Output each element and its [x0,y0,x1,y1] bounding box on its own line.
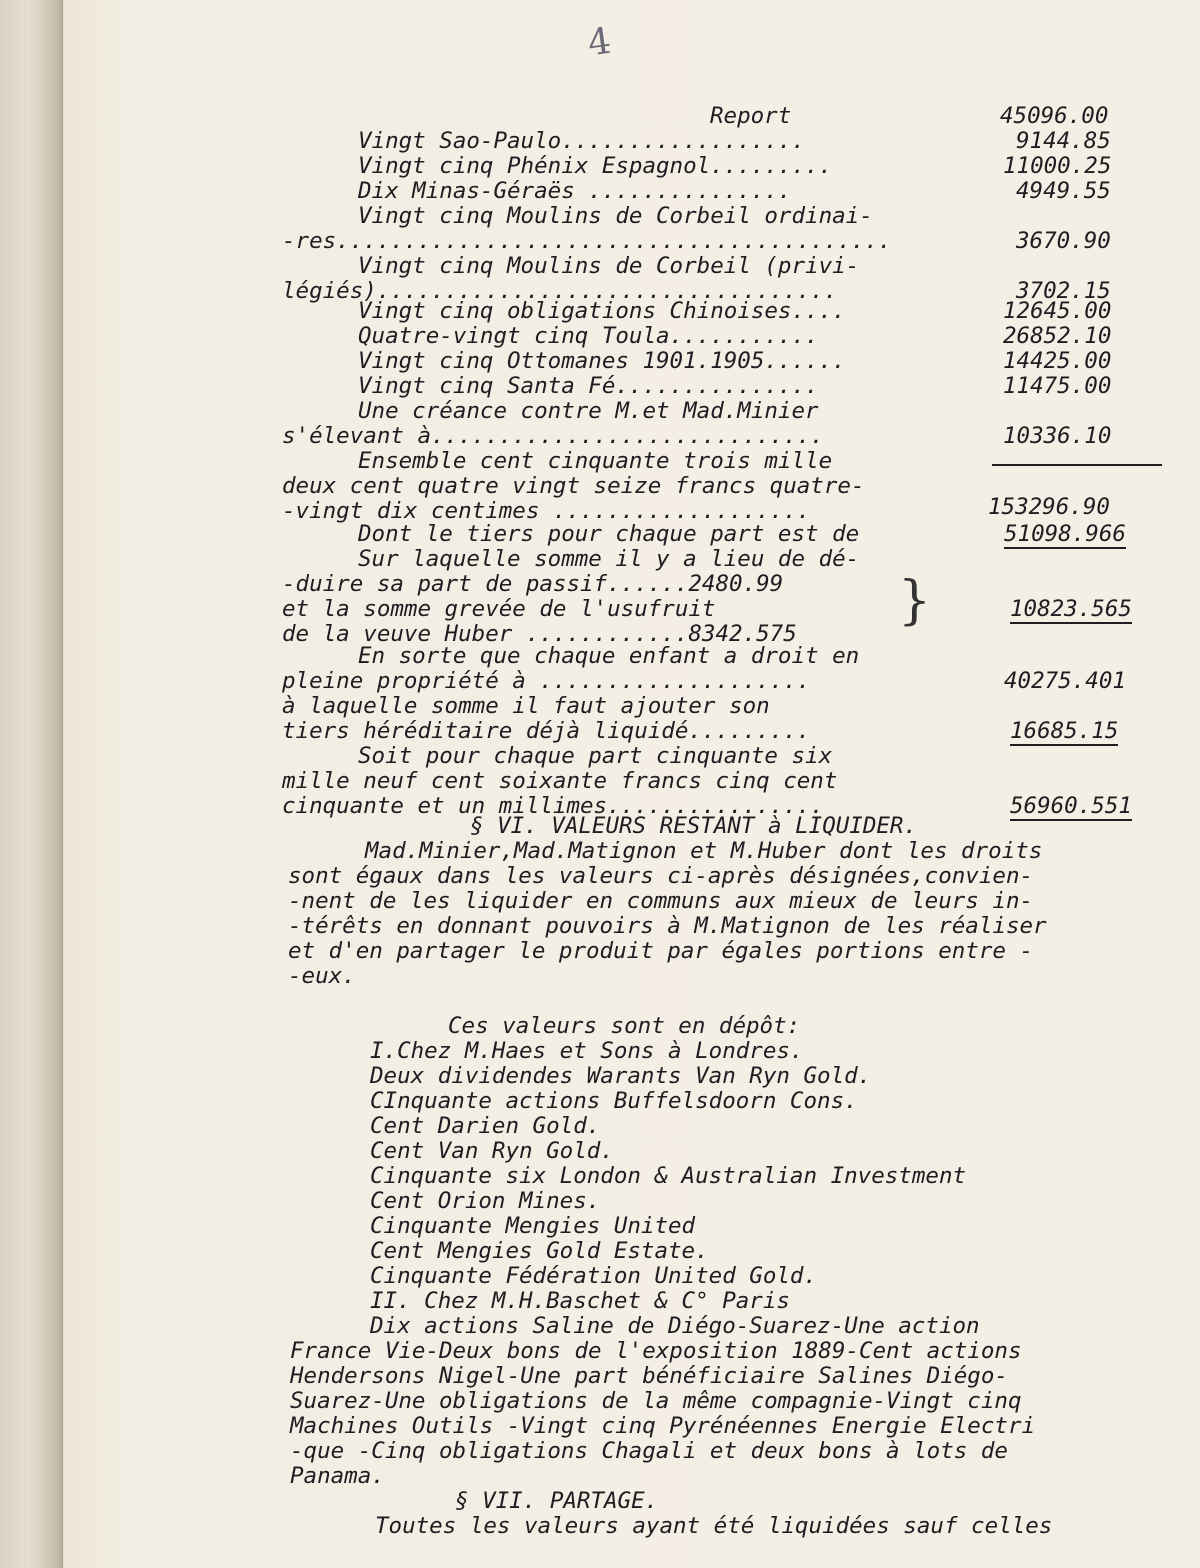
line-tiers: Dont le tiers pour chaque part est de [358,521,860,547]
line-minas: Dix Minas-Géraës ............... [358,178,792,204]
line-ensemble-2: deux cent quatre vingt seize francs quatre- [282,473,865,499]
depot-item-1: Deux dividendes Warants Van Ryn Gold. [370,1063,872,1089]
para-vi-5: et d'en partager le produit par égales portions entre - [288,938,1034,964]
line-ajouter-2: tiers héréditaire déjà liquidé......... [282,718,811,744]
line-laquelle-1: Sur laquelle somme il y a lieu de dé- [358,546,860,572]
baschet-4: Suarez-Une obligations de la même compagnie-Vingt cinq [290,1388,1022,1414]
brace-mark: } [898,571,932,631]
amount-santa-fe: 11475.00 [1003,373,1112,399]
line-corbeil-priv-2: légiés).................................. [282,278,838,304]
line-usufruit-2: de la veuve Huber ............8342.575 [282,621,797,647]
line-en-sorte-1: En sorte que chaque enfant a droit en [358,643,860,669]
para-vi-6: -eux. [288,963,356,989]
para-vii-1: Toutes les valeurs ayant été liquidées sauf celles [375,1513,1053,1539]
depot-item-3: Cent Darien Gold. [370,1113,601,1139]
baschet-2: France Vie-Deux bons de l'exposition 1889-Cent actions [290,1338,1022,1364]
line-soit-2: mille neuf cent soixante francs cinq cent [282,768,838,794]
amount-sao-paulo: 9144.85 [1016,128,1111,154]
depot-item-8: Cent Mengies Gold Estate. [370,1238,709,1264]
amount-toula: 26852.10 [1003,323,1112,349]
line-corbeil-priv-1: Vingt cinq Moulins de Corbeil (privi- [358,253,860,279]
amount-minas: 4949.55 [1016,178,1111,204]
line-passif: -duire sa part de passif......2480.99 [282,571,784,597]
line-soit-3: cinquante et un millimes................ [282,793,824,819]
amount-corbeil-ord: 3670.90 [1016,228,1111,254]
line-creance-2: s'élevant à............................. [282,423,824,449]
report-label: Report [710,103,792,129]
line-ensemble-3: -vingt dix centimes ................... [282,498,811,524]
depot-haes: I.Chez M.Haes et Sons à Londres. [370,1038,804,1064]
depot-item-9: Cinquante Fédération United Gold. [370,1263,818,1289]
amount-tiers-hereditaire: 16685.15 [1010,718,1119,744]
line-soit-1: Soit pour chaque part cinquante six [358,743,833,769]
amount-ottomanes: 14425.00 [1003,348,1112,374]
baschet-7: Panama. [290,1463,385,1489]
depot-item-7: Cinquante Mengies United [370,1213,696,1239]
depot-baschet: II. Chez M.H.Baschet & C° Paris [370,1288,790,1314]
sum-rule [992,464,1162,466]
line-sao-paulo: Vingt Sao-Paulo.................. [358,128,806,154]
depot-item-5: Cinquante six London & Australian Investment [370,1163,967,1189]
amount-corbeil-priv: 3702.15 [1016,278,1111,304]
para-vi-1: Mad.Minier,Mad.Matignon et M.Huber dont les droits [365,838,1043,864]
line-santa-fe: Vingt cinq Santa Fé............... [358,373,819,399]
line-toula: Quatre-vingt cinq Toula........... [358,323,819,349]
amount-tiers: 51098.966 [1004,521,1126,547]
amount-creance: 10336.10 [1003,423,1112,449]
para-vi-2: sont égaux dans les valeurs ci-après désignées,convien- [288,863,1034,889]
page-number: 4 [585,20,614,65]
depot-item-6: Cent Orion Mines. [370,1188,601,1214]
depot-item-2: CInquante actions Buffelsdoorn Cons. [370,1088,858,1114]
section-vi-heading: § VI. VALEURS RESTANT à LIQUIDER. [470,813,918,839]
baschet-3: Hendersons Nigel-Une part bénéficiaire Salines Diégo- [290,1363,1008,1389]
line-ottomanes: Vingt cinq Ottomanes 1901.1905...... [358,348,846,374]
line-corbeil-ord-1: Vingt cinq Moulins de Corbeil ordinai- [358,203,873,229]
line-phenix: Vingt cinq Phénix Espagnol......... [358,153,833,179]
baschet-5: Machines Outils -Vingt cinq Pyrénéennes Energie Electri [290,1413,1036,1439]
amount-deduction: 10823.565 [1010,596,1132,622]
section-vii-heading: § VII. PARTAGE. [455,1488,659,1514]
amount-chaque-part: 56960.551 [1010,793,1132,819]
para-vi-3: -nent de les liquider en communs aux mieux de leurs in- [288,888,1034,914]
baschet-6: -que -Cinq obligations Chagali et deux bons à lots de [290,1438,1008,1464]
line-usufruit-1: et la somme grevée de l'usufruit [282,596,716,622]
amount-chinoises: 12645.00 [1003,298,1112,324]
line-ajouter-1: à laquelle somme il faut ajouter son [282,693,770,719]
amount-ensemble: 153296.90 [988,494,1110,520]
baschet-1: Dix actions Saline de Diégo-Suarez-Une action [370,1313,980,1339]
para-vi-4: -térêts en donnant pouvoirs à M.Matignon de les réaliser [288,913,1047,939]
amount-report: 45096.00 [1000,103,1109,129]
amount-pleine-propriete: 40275.401 [1004,668,1126,694]
amount-phenix: 11000.25 [1003,153,1112,179]
line-en-sorte-2: pleine propriété à .................... [282,668,811,694]
line-corbeil-ord-2: -res......................................... [282,228,892,254]
depot-heading: Ces valeurs sont en dépôt: [448,1013,801,1039]
line-ensemble-1: Ensemble cent cinquante trois mille [358,448,833,474]
line-chinoises: Vingt cinq obligations Chinoises.... [358,298,846,324]
binding-edge [0,0,63,1568]
depot-item-4: Cent Van Ryn Gold. [370,1138,614,1164]
line-creance-1: Une créance contre M.et Mad.Minier [358,398,819,424]
